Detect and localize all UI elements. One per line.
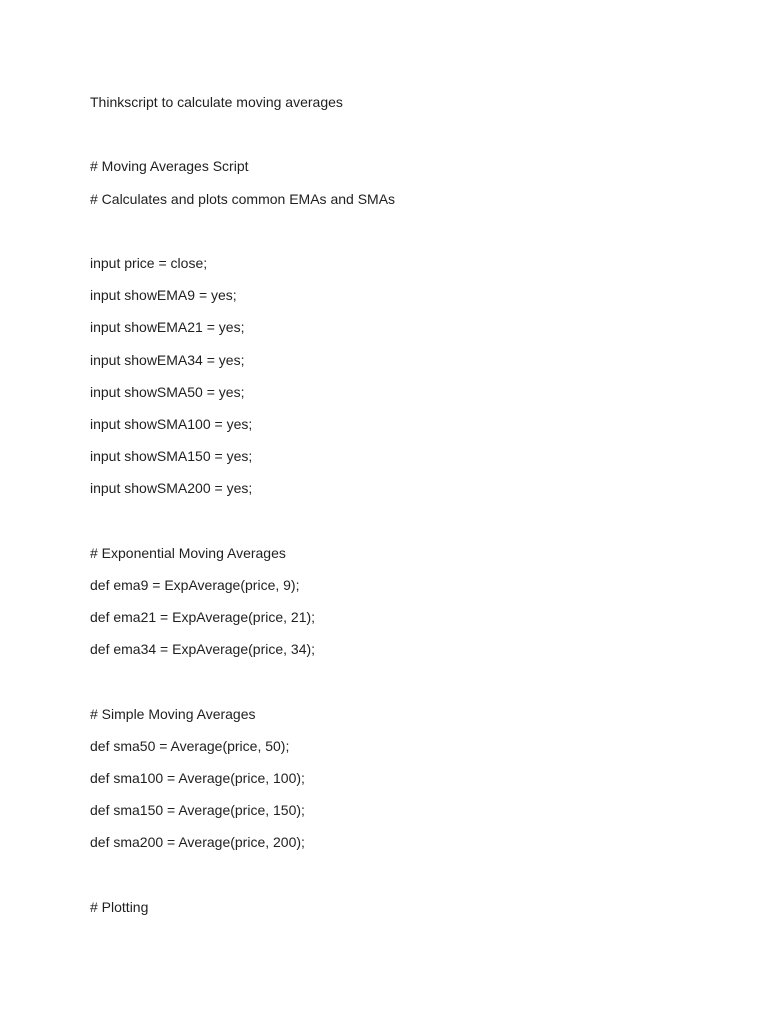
def-sma150-line: def sma150 = Average(price, 150);: [90, 802, 305, 819]
blank-line: [90, 221, 690, 253]
blank-line: [90, 510, 690, 542]
def-ema9-line: def ema9 = ExpAverage(price, 9);: [90, 576, 300, 593]
input-show-ema9-line: input showEMA9 = yes;: [90, 287, 237, 304]
ema-section-comment: # Exponential Moving Averages: [90, 544, 286, 561]
def-sma200-line: def sma200 = Average(price, 200);: [90, 834, 305, 851]
input-show-ema34-line: input showEMA34 = yes;: [90, 351, 245, 368]
plotting-section-comment: # Plotting: [90, 898, 149, 915]
document-intro-text: Thinkscript to calculate moving averages: [90, 94, 343, 110]
def-ema34-line: def ema34 = ExpAverage(price, 34);: [90, 641, 316, 658]
input-show-ema21-line: input showEMA21 = yes;: [90, 319, 245, 336]
document-body: [90, 92, 690, 929]
input-show-sma150-line: input showSMA150 = yes;: [90, 448, 253, 465]
def-ema21-line: def ema21 = ExpAverage(price, 21);: [90, 609, 316, 625]
blank-line: [90, 865, 690, 897]
script-comment-description: # Calculates and plots common EMAs and SMAs: [90, 190, 396, 207]
input-show-sma100-line: input showSMA100 = yes;: [90, 415, 253, 432]
input-show-sma200-line: input showSMA200 = yes;: [90, 480, 253, 497]
input-price-line: input price = close;: [90, 254, 208, 271]
blank-line: [90, 124, 690, 156]
input-show-sma50-line: input showSMA50 = yes;: [90, 383, 245, 400]
def-sma100-line: def sma100 = Average(price, 100);: [90, 769, 305, 786]
blank-line: [90, 671, 690, 703]
def-sma50-line: def sma50 = Average(price, 50);: [90, 737, 290, 754]
script-comment-title: # Moving Averages Script: [90, 158, 249, 175]
sma-section-comment: # Simple Moving Averages: [90, 705, 256, 722]
